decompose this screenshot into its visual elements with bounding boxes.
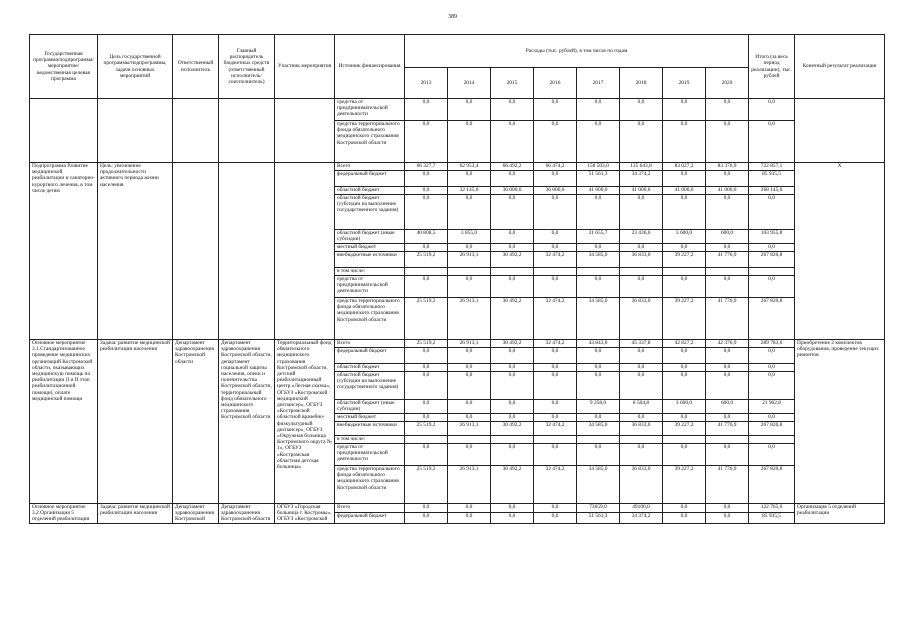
total-value: 0,0: [749, 244, 795, 252]
year-value: 600,0: [706, 230, 749, 244]
year-value: 83 027,2: [663, 163, 706, 171]
year-value: 0,0: [706, 414, 749, 422]
funding-source: областной бюджет (иные субсидии): [335, 400, 405, 414]
year-value: 0,0: [706, 244, 749, 252]
year-value: 0,0: [534, 348, 577, 364]
year-value: 51 561,3: [577, 512, 620, 523]
year-value: 0,0: [663, 348, 706, 364]
total-value: 267 820,8: [749, 466, 795, 504]
year-value: 0,0: [577, 276, 620, 298]
section-manager: Департамент здравоохранения Костромской области, департамент социальной защиты населения, опеки и попечительства Костромской области, территориальный фонд обязательного медицинского страхования Костромской области: [219, 340, 275, 504]
year-value: 36 833,0: [620, 422, 663, 436]
header-manager: Главный распорядитель бюджетных средств (ответственный исполнитель/ соисполнитель): [219, 35, 275, 99]
year-value: 3 855,0: [448, 230, 491, 244]
year-value: 0,0: [663, 195, 706, 230]
year-value: 41 776,9: [706, 466, 749, 504]
funding-source: средства от предпринимательской деятельности: [335, 276, 405, 298]
section-manager: [219, 99, 275, 163]
year-value: 0,0: [706, 372, 749, 400]
table-row: [30, 99, 885, 121]
year-value: 158 503,0: [577, 163, 620, 171]
section-goal: Задача: развитие медицинской реабилитации населения: [98, 504, 173, 524]
year-value: 41 000,0: [577, 187, 620, 195]
year-value: 0,0: [405, 414, 448, 422]
section-executor: [173, 99, 219, 163]
year-value: 32 474,2: [534, 252, 577, 268]
year-value: 51 561,3: [577, 171, 620, 187]
year-value: [577, 268, 620, 276]
year-value: 0,0: [577, 444, 620, 466]
year-value: 0,0: [706, 276, 749, 298]
section-program: Основное мероприятие 3.2.Организация 5 отделений реабилитации: [30, 504, 98, 524]
section-program: [30, 99, 98, 163]
year-value: [448, 436, 491, 444]
year-value: 41 776,9: [706, 298, 749, 340]
section-result: [795, 99, 885, 163]
year-value: 0,0: [577, 99, 620, 121]
header-year: 2019: [663, 68, 706, 99]
header-participants: Участник мероприятия: [275, 35, 335, 99]
year-value: 0,0: [577, 348, 620, 364]
total-value: 0,0: [749, 99, 795, 121]
year-value: 41 776,9: [706, 422, 749, 436]
funding-source: областной бюджет (субсидии на выполнение государственного задания): [335, 372, 405, 400]
page-number: 389: [448, 14, 457, 20]
year-value: 30 492,2: [491, 466, 534, 504]
section-result: Х: [795, 163, 885, 340]
year-value: 0,0: [620, 244, 663, 252]
year-value: 0,0: [491, 276, 534, 298]
funding-source: средства от предпринимательской деятельности: [335, 444, 405, 466]
year-value: 0,0: [534, 121, 577, 163]
year-value: 32 474,2: [534, 340, 577, 348]
year-value: 34 374,2: [620, 512, 663, 523]
year-value: 0,0: [534, 504, 577, 513]
total-value: 289 783,6: [749, 340, 795, 348]
year-value: 34 585,0: [577, 422, 620, 436]
total-value: 21 962,8: [749, 400, 795, 414]
year-value: 30 492,2: [491, 340, 534, 348]
year-value: 3 600,0: [663, 400, 706, 414]
header-year: 2017: [577, 68, 620, 99]
year-value: 0,0: [577, 195, 620, 230]
year-value: 25 519,2: [405, 298, 448, 340]
funding-source: средства от предпринимательской деятельности: [335, 99, 405, 121]
year-value: 30 492,2: [491, 252, 534, 268]
year-value: [577, 436, 620, 444]
year-value: 0,0: [620, 372, 663, 400]
table-row: [30, 163, 885, 171]
year-value: [706, 436, 749, 444]
year-value: 25 519,2: [405, 340, 448, 348]
year-value: 0,0: [620, 348, 663, 364]
year-value: [491, 268, 534, 276]
funding-source: местный бюджет: [335, 414, 405, 422]
year-value: 25 519,2: [405, 252, 448, 268]
year-value: 0,0: [534, 372, 577, 400]
year-value: 0,0: [577, 121, 620, 163]
year-value: 34 585,0: [577, 252, 620, 268]
total-value: 0,0: [749, 364, 795, 372]
year-value: 0,0: [405, 504, 448, 513]
year-value: 34 585,0: [577, 298, 620, 340]
year-value: 26 913,1: [448, 252, 491, 268]
header-source: Источник финансирования: [335, 35, 405, 99]
year-value: 36 833,0: [620, 252, 663, 268]
total-value: 0,0: [749, 195, 795, 230]
year-value: 25 519,2: [405, 466, 448, 504]
year-value: 0,0: [448, 276, 491, 298]
year-value: 0,0: [663, 512, 706, 523]
year-value: 41 000,0: [663, 187, 706, 195]
total-value: 267 820,8: [749, 422, 795, 436]
year-value: 0,0: [491, 171, 534, 187]
year-value: 32 145,0: [448, 187, 491, 195]
year-value: 26 913,1: [448, 422, 491, 436]
year-value: 0,0: [663, 244, 706, 252]
year-value: 0,0: [491, 400, 534, 414]
total-value: 0,0: [749, 348, 795, 364]
year-value: 0,0: [491, 512, 534, 523]
year-value: 0,0: [448, 195, 491, 230]
year-value: 0,0: [491, 230, 534, 244]
header-year: 2013: [405, 68, 448, 99]
year-value: 0,0: [448, 364, 491, 372]
year-value: 83 376,9: [706, 163, 749, 171]
year-value: 0,0: [706, 364, 749, 372]
year-value: 0,0: [620, 414, 663, 422]
year-value: 45 337,8: [620, 340, 663, 348]
year-value: 0,0: [663, 414, 706, 422]
year-value: 0,0: [405, 99, 448, 121]
year-value: 0,0: [663, 372, 706, 400]
year-value: 42 376,9: [706, 340, 749, 348]
year-value: 0,0: [620, 99, 663, 121]
year-value: 41 000,0: [620, 187, 663, 195]
year-value: 0,0: [448, 444, 491, 466]
header-executor: Ответственный исполнитель: [173, 35, 219, 99]
year-value: 34 585,0: [577, 466, 620, 504]
year-value: 49106,0: [620, 504, 663, 513]
year-value: 0,0: [534, 230, 577, 244]
year-value: 0,0: [663, 504, 706, 513]
year-value: 0,0: [405, 444, 448, 466]
funding-source: федеральный бюджет: [335, 348, 405, 364]
year-value: 0,0: [663, 276, 706, 298]
year-value: 0,0: [491, 348, 534, 364]
year-value: 66 327,7: [405, 163, 448, 171]
year-value: 30 492,2: [491, 298, 534, 340]
year-value: 0,0: [448, 171, 491, 187]
funding-source: внебюджетные источники: [335, 422, 405, 436]
section-program: Подпрограмма Развитие медицинской реабилитации и санаторно-курортного лечения, в том числе детям: [30, 163, 98, 340]
funding-source: областной бюджет: [335, 187, 405, 195]
year-value: 0,0: [491, 414, 534, 422]
total-value: 85 935,5: [749, 512, 795, 523]
section-result: Приобретение 2 комплектов оборудования, проведение текущих ремонтов: [795, 340, 885, 504]
year-value: 26 913,1: [448, 298, 491, 340]
funding-source: средства территориального фонда обязательного медицинского страхования Костромской области: [335, 121, 405, 163]
total-value: 0,0: [749, 372, 795, 400]
year-value: 0,0: [534, 512, 577, 523]
year-value: 0,0: [491, 364, 534, 372]
year-value: [663, 268, 706, 276]
year-value: 40 808,5: [405, 230, 448, 244]
year-value: 0,0: [534, 244, 577, 252]
year-value: 0,0: [706, 348, 749, 364]
total-value: 0,0: [749, 444, 795, 466]
total-value: 267 820,8: [749, 298, 795, 340]
year-value: 43 843,0: [577, 340, 620, 348]
year-value: 62 953,4: [448, 163, 491, 171]
year-value: 0,0: [663, 171, 706, 187]
section-participants: Территориальный фонд обязательного медицинского страхования Костромской области, детский реабилитационный центр «Лесная сказка», ОГБУЗ «Костромской медицинский диспансер», ОГБУЗ «Костромской областной врачебно-физкультурный диспансер», ОГБУЗ «Окружная больница Костромского округа № 1», ОГБУЗ «Костромская областная детская больница»: [275, 340, 335, 504]
year-value: [620, 436, 663, 444]
header-result: Конечный результат реализации: [795, 35, 885, 99]
year-value: 0,0: [663, 99, 706, 121]
year-value: 36 000,0: [491, 187, 534, 195]
year-value: 0,0: [405, 276, 448, 298]
total-value: 268 145,0: [749, 187, 795, 195]
year-value: 26 913,1: [448, 466, 491, 504]
year-value: 3 600,0: [663, 230, 706, 244]
table-row: [30, 340, 885, 348]
year-value: 0,0: [448, 414, 491, 422]
year-value: 39 227,2: [663, 466, 706, 504]
year-value: [491, 436, 534, 444]
section-goal: Задача: развитие медицинской реабилитации населения: [98, 340, 173, 504]
year-value: 25 519,2: [405, 422, 448, 436]
year-value: 66 492,2: [491, 163, 534, 171]
total-value: [749, 268, 795, 276]
total-value: [749, 436, 795, 444]
year-value: 0,0: [620, 121, 663, 163]
year-value: 0,0: [706, 512, 749, 523]
header-goal: Цель государственной программы/подпрограммы, задачи основных мероприятий: [98, 35, 173, 99]
year-value: 0,0: [663, 121, 706, 163]
year-value: 39 227,2: [663, 298, 706, 340]
funding-source: Всего: [335, 340, 405, 348]
year-value: 30 492,2: [491, 422, 534, 436]
year-value: 23 436,6: [620, 230, 663, 244]
year-value: 0,0: [706, 444, 749, 466]
year-value: [534, 268, 577, 276]
year-value: 0,0: [706, 504, 749, 513]
section-goal: Цель: увеличение продолжительности активного периода жизни населения: [98, 163, 173, 340]
year-value: 41 776,9: [706, 252, 749, 268]
year-value: 39 227,2: [663, 422, 706, 436]
year-value: [405, 268, 448, 276]
funding-source: Всего: [335, 504, 405, 513]
year-value: [620, 268, 663, 276]
year-value: 66 474,2: [534, 163, 577, 171]
funding-source: средства территориального фонда обязательного медицинского страхования Костромской области: [335, 298, 405, 340]
table-row: [30, 504, 885, 513]
year-value: 0,0: [448, 512, 491, 523]
section-manager: [219, 163, 275, 340]
year-value: 0,0: [491, 99, 534, 121]
year-value: 0,0: [534, 195, 577, 230]
year-value: 0,0: [448, 99, 491, 121]
year-value: 31 655,7: [577, 230, 620, 244]
year-value: 600,0: [706, 400, 749, 414]
year-value: 0,0: [448, 244, 491, 252]
year-value: 32 474,2: [534, 466, 577, 504]
year-value: 0,0: [534, 171, 577, 187]
funding-source: областной бюджет (субсидии на выполнение государственного задания): [335, 195, 405, 230]
year-value: 0,0: [620, 364, 663, 372]
year-value: 0,0: [663, 444, 706, 466]
header-year: 2014: [448, 68, 491, 99]
total-value: 122 765,0: [749, 504, 795, 513]
year-value: 0,0: [620, 195, 663, 230]
year-value: [663, 436, 706, 444]
year-value: 135 643,8: [620, 163, 663, 171]
year-value: 0,0: [491, 372, 534, 400]
year-value: 0,0: [706, 171, 749, 187]
year-value: 0,0: [448, 400, 491, 414]
funding-source: внебюджетные источники: [335, 252, 405, 268]
year-value: 0,0: [405, 372, 448, 400]
year-value: 0,0: [405, 348, 448, 364]
year-value: 73659,0: [577, 504, 620, 513]
year-value: 0,0: [491, 121, 534, 163]
year-value: 26 913,1: [448, 340, 491, 348]
total-value: 85 935,5: [749, 171, 795, 187]
year-value: 0,0: [534, 364, 577, 372]
year-value: 0,0: [405, 195, 448, 230]
year-value: 0,0: [448, 504, 491, 513]
year-value: 0,0: [620, 276, 663, 298]
header-program: Государственная программа/подпрограмма/ мероприятие/ ведомственная целевая программа: [30, 35, 98, 99]
year-value: 0,0: [534, 400, 577, 414]
year-value: 0,0: [448, 372, 491, 400]
year-value: 41 000,0: [706, 187, 749, 195]
funding-source: областной бюджет: [335, 364, 405, 372]
year-value: 0,0: [491, 504, 534, 513]
year-value: 0,0: [491, 244, 534, 252]
header-year: 2020: [706, 68, 749, 99]
year-value: 0,0: [448, 348, 491, 364]
total-value: 0,0: [749, 121, 795, 163]
funding-source: федеральный бюджет: [335, 512, 405, 523]
total-value: 103 955,8: [749, 230, 795, 244]
header-expenses: Расходы (тыс. рублей), в том числе по годам: [405, 35, 749, 68]
funding-source: местный бюджет: [335, 244, 405, 252]
year-value: 0,0: [534, 414, 577, 422]
year-value: 0,0: [663, 364, 706, 372]
year-value: 0,0: [491, 195, 534, 230]
total-value: 722 857,1: [749, 163, 795, 171]
year-value: 0,0: [577, 244, 620, 252]
total-value: 267 820,8: [749, 252, 795, 268]
year-value: [706, 268, 749, 276]
year-value: 0,0: [577, 372, 620, 400]
budget-table: [29, 34, 885, 524]
header-year: 2016: [534, 68, 577, 99]
year-value: 42 827,2: [663, 340, 706, 348]
total-value: 0,0: [749, 414, 795, 422]
funding-source: в том числе:: [335, 268, 405, 276]
year-value: 32 474,2: [534, 422, 577, 436]
header-year: 2018: [620, 68, 663, 99]
year-value: 0,0: [534, 276, 577, 298]
funding-source: Всего: [335, 163, 405, 171]
year-value: 0,0: [577, 364, 620, 372]
funding-source: средства территориального фонда обязательного медицинского страхования Костромской области: [335, 466, 405, 504]
section-manager: Департамент здравоохранения Костромской области: [219, 504, 275, 524]
year-value: 36 833,0: [620, 466, 663, 504]
year-value: 34 374,2: [620, 171, 663, 187]
section-participants: [275, 163, 335, 340]
year-value: [534, 436, 577, 444]
section-participants: ОГБУЗ «Городская больница г. Костромы», ОГБУЗ «Костромской: [275, 504, 335, 524]
year-value: 0,0: [620, 444, 663, 466]
year-value: 0,0: [534, 99, 577, 121]
year-value: 9 258,0: [577, 400, 620, 414]
section-executor: [173, 163, 219, 340]
section-participants: [275, 99, 335, 163]
year-value: 0,0: [577, 414, 620, 422]
section-executor: Департамент здравоохранения Костромской области: [173, 340, 219, 504]
section-goal: [98, 99, 173, 163]
year-value: 0,0: [448, 121, 491, 163]
funding-source: в том числе:: [335, 436, 405, 444]
year-value: 0,0: [405, 512, 448, 523]
year-value: 0,0: [405, 187, 448, 195]
year-value: 0,0: [534, 444, 577, 466]
year-value: 0,0: [405, 364, 448, 372]
year-value: 0,0: [706, 99, 749, 121]
year-value: 0,0: [405, 400, 448, 414]
header-year: 2015: [491, 68, 534, 99]
funding-source: областной бюджет (иные субсидии): [335, 230, 405, 244]
section-program: Основное мероприятие 3.1.Стандартизованное проведение медицинских организаций Костромской области, оказывающих медицинскую помощь по реабилитации (I и II этап реабилитационной помощи), оплате медицинской помощи: [30, 340, 98, 504]
year-value: [405, 436, 448, 444]
year-value: 32 474,2: [534, 298, 577, 340]
section-result: Организация 5 отделений реабилитации: [795, 504, 885, 524]
section-executor: Департамент здравоохранения Костромской: [173, 504, 219, 524]
year-value: 0,0: [405, 171, 448, 187]
year-value: 0,0: [706, 121, 749, 163]
year-value: 36 000,0: [534, 187, 577, 195]
funding-source: федеральный бюджет: [335, 171, 405, 187]
year-value: 39 227,2: [663, 252, 706, 268]
year-value: 8 504,8: [620, 400, 663, 414]
year-value: 0,0: [405, 244, 448, 252]
total-value: 0,0: [749, 276, 795, 298]
year-value: 36 833,0: [620, 298, 663, 340]
year-value: 0,0: [706, 195, 749, 230]
header-total: Итого (за весь период реализации), тыс. рублей: [749, 35, 795, 99]
year-value: [448, 268, 491, 276]
year-value: 0,0: [405, 121, 448, 163]
year-value: 0,0: [491, 444, 534, 466]
